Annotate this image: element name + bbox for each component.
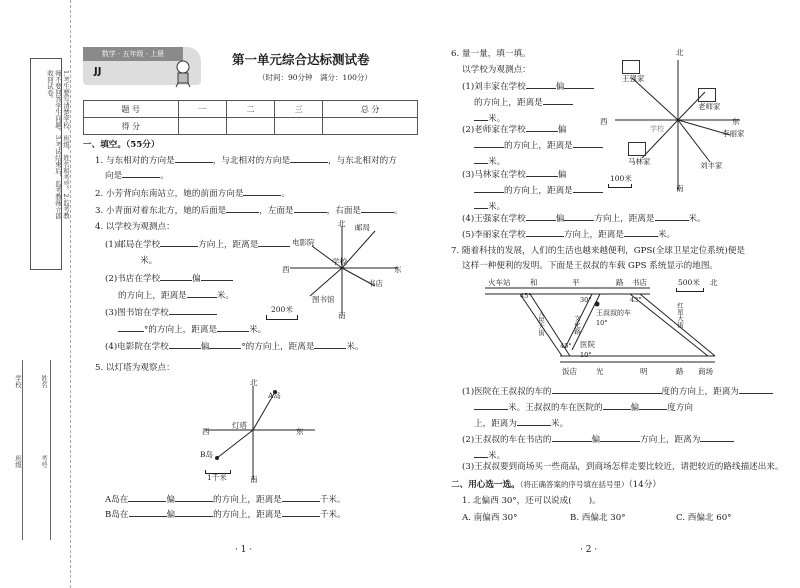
score-header: 一 [178, 101, 226, 118]
question-7-2-cont: 米。 [474, 448, 505, 461]
house-icon [698, 88, 716, 102]
choice-option-c[interactable]: C. 西偏北 60° [676, 513, 732, 523]
choice-option-b[interactable]: B. 西偏北 30° [570, 513, 626, 523]
field-line [22, 360, 23, 540]
question-4-4: (4)电影院在学校 偏 °的方向上，距离是 米。 [105, 339, 364, 352]
map4-mall: 商场 [698, 367, 713, 376]
answer-blank[interactable] [209, 339, 241, 349]
question-6-sub: 以学校为观测点： [462, 65, 531, 75]
question-6-3-cont: 的方向上，距离是 [474, 183, 603, 196]
map1-scale: 200米 [271, 305, 293, 314]
page-subtitle: （时间：90分钟 满分：100分） [258, 73, 372, 82]
answer-blank[interactable] [564, 211, 594, 221]
answer-blank[interactable] [160, 237, 198, 247]
answer-blank[interactable] [700, 432, 734, 442]
answer-blank[interactable] [282, 507, 320, 517]
question-4-3-cont: °的方向上，距离是 米。 [118, 322, 266, 335]
answer-blank[interactable] [474, 138, 504, 148]
question-1: 1. 与东相对的方向是 ，与北相对的方向是 ，与东北相对的方 [95, 153, 397, 166]
answer-blank[interactable] [655, 211, 689, 221]
map3-north: 北 [676, 48, 684, 57]
badge-code: JJ [94, 66, 102, 77]
question-6-1: (1)刘丰家在学校 偏 [462, 79, 594, 92]
map3-ma: 马林家 [628, 157, 651, 166]
map3-west: 西 [600, 117, 608, 126]
map3-wang: 王强家 [622, 74, 645, 83]
answer-blank[interactable] [526, 79, 556, 89]
map4-bookstore: 书店 [632, 278, 647, 287]
question-4-1: (1)邮局在学校 方向上，距离是 [105, 237, 290, 250]
answer-blank[interactable] [526, 211, 556, 221]
answer-blank[interactable] [122, 168, 160, 178]
map1-post: 邮局 [355, 223, 370, 232]
answer-blank[interactable] [603, 400, 631, 410]
choice-option-a[interactable]: A. 南偏西 30° [462, 513, 518, 523]
map4-road-left: 人民大街 [537, 310, 545, 336]
answer-blank[interactable] [226, 203, 259, 213]
question-6-4: (4)王强家在学校 偏 方向上，距离是 米。 [462, 211, 706, 224]
question-7-intro-1: 7. 随着科技的发展，人们的生活也越来越便利，GPS(全球卫星定位系统)便是 [451, 246, 745, 256]
notes-box [30, 58, 62, 270]
map4-scale-bar [676, 288, 704, 292]
score-header: 题 号 [84, 101, 179, 118]
question-4-1-cont: 米。 [140, 256, 158, 266]
answer-blank[interactable] [526, 167, 558, 177]
question-7-1-cont2: 上，距离为 米。 [474, 416, 568, 429]
question-4-title: 4. 以学校为观测点： [95, 222, 175, 232]
map4-road-right: 红星大街 [676, 302, 684, 328]
question-3: 3. 小青面对着东北方，她的后面是 ，左面是 ，右面是 。 [95, 203, 403, 216]
map1-east: 东 [394, 265, 402, 274]
map3-school: 学校 [650, 125, 664, 133]
field-class-label: 班级 [14, 455, 22, 468]
map3-teacher: 老师家 [698, 102, 721, 111]
map4-car: 王叔叔的车 [596, 309, 631, 317]
answer-blank[interactable] [624, 227, 658, 237]
exam-notes: 1.考生要写清楚学校、班级、姓名和考号。2.监考教师不要回答学生问题。3.考试结束后，监考教师立即收回试卷。 [46, 70, 70, 220]
question-5-b: B岛在 偏 的方向上，距离是 千米。 [105, 507, 346, 520]
map4-angle-45a: 45° [520, 292, 532, 300]
map2-scale: 1千米 [207, 473, 227, 482]
answer-blank[interactable] [282, 492, 320, 502]
answer-blank[interactable] [552, 432, 592, 442]
map4-angle-45b: 45° [560, 342, 572, 350]
map1-scale-bar [266, 315, 298, 320]
answer-blank[interactable] [175, 153, 213, 163]
score-header: 总 分 [323, 101, 418, 118]
map4-lu2: 路 [676, 367, 684, 376]
section-fill-heading: 一、填空。（55分） [83, 140, 160, 150]
map4-ming: 明 [640, 367, 648, 376]
map3-east: 东 [732, 117, 740, 126]
field-id-label: 考号 [40, 455, 48, 468]
answer-blank[interactable] [564, 79, 594, 89]
answer-blank[interactable] [739, 384, 773, 394]
map2-south: 南 [250, 475, 258, 484]
answer-blank[interactable] [573, 138, 603, 148]
map2-island-a: A岛 [268, 391, 281, 400]
map3-south: 南 [676, 184, 684, 193]
question-6-2-cont: 的方向上，距离是 [474, 138, 603, 151]
answer-blank[interactable] [552, 384, 662, 394]
question-6-1-cont2: 米。 [474, 111, 505, 124]
score-cell[interactable] [178, 118, 226, 135]
answer-blank[interactable] [361, 203, 394, 213]
question-6-1-cont: 的方向上，距离是 [474, 95, 573, 108]
score-table [83, 100, 418, 135]
grade-badge-text: 数学 · 五年级 · 上册 [83, 47, 183, 61]
answer-blank[interactable] [243, 186, 281, 196]
map1-bookstore: 书店 [368, 279, 383, 288]
map1-south: 南 [338, 311, 346, 320]
map2-scale-bar [205, 470, 231, 474]
answer-blank[interactable] [573, 183, 603, 193]
answer-blank[interactable] [294, 203, 327, 213]
answer-blank[interactable] [187, 288, 217, 298]
answer-blank[interactable] [600, 432, 640, 442]
answer-blank[interactable] [474, 183, 504, 193]
map3-li: 李丽家 [722, 129, 745, 138]
map4-he: 和 [530, 278, 538, 287]
page-number-2: · 2 · [580, 545, 598, 555]
answer-blank[interactable] [526, 227, 564, 237]
answer-blank[interactable] [474, 154, 488, 164]
question-6-2: (2)老师家在学校 偏 [462, 122, 566, 135]
answer-blank[interactable] [201, 271, 233, 281]
answer-blank[interactable] [474, 199, 488, 209]
question-2: 2. 小芳背向东南站立，她的前面方向是 。 [95, 186, 290, 199]
section-choose-heading: 二、用心选一选。（将正确答案的序号填在括号里）（14分） [451, 480, 661, 490]
map4-road-mid: 文化路 [573, 315, 581, 335]
page-number-1: · 1 · [235, 545, 253, 555]
question-4-2-cont: 的方向上，距离是 米。 [118, 288, 234, 301]
score-cell[interactable] [275, 118, 323, 135]
answer-blank[interactable] [169, 339, 201, 349]
map4-north: 北 [710, 278, 718, 287]
question-7-1-cont: 米。王叔叔的车在医院的 偏 度方向 [474, 400, 693, 413]
answer-blank[interactable] [474, 111, 488, 121]
question-7-3: (3)王叔叔要到商场买一些商品，到商场怎样走要比较近，请把较近的路线描述出来。 [462, 462, 784, 472]
map4-hospital: 医院 [580, 340, 595, 349]
gps-map [480, 278, 740, 376]
map2-lighthouse: 灯塔 [232, 421, 247, 430]
answer-blank[interactable] [118, 322, 144, 332]
answer-blank[interactable] [517, 416, 551, 426]
field-name-label: 姓名 [40, 375, 48, 388]
field-line [50, 360, 51, 540]
question-7-intro-2: 这样一种便利的发明。下面是王叔叔的车载 GPS 系统显示的地图。 [462, 261, 719, 271]
question-6-2-cont2: 米。 [474, 154, 505, 167]
question-5-a: A岛在 偏 的方向上，距离是 千米。 [105, 492, 346, 505]
map2-east: 东 [296, 427, 304, 436]
map4-ping: 平 [572, 278, 580, 287]
answer-blank[interactable] [314, 339, 346, 349]
answer-blank[interactable] [160, 271, 192, 281]
map4-guang: 光 [596, 367, 604, 376]
question-6-3-cont2: 米。 [474, 199, 505, 212]
answer-blank[interactable] [217, 322, 249, 332]
map1-west: 西 [282, 265, 290, 274]
map4-angle-30: 30° [580, 296, 592, 304]
map4-restaurant: 饭店 [562, 367, 577, 376]
map4-scale: 500米 [678, 278, 700, 287]
map2-island-b: B岛 [200, 450, 214, 459]
score-header: 二 [226, 101, 274, 118]
map1-north: 北 [338, 219, 346, 228]
question-6-title: 6. 量一量，填一填。 [451, 49, 531, 59]
score-cell[interactable] [323, 118, 418, 135]
answer-blank[interactable] [128, 492, 166, 502]
answer-blank[interactable] [290, 153, 328, 163]
house-icon [628, 142, 646, 156]
map2-west: 西 [202, 427, 210, 436]
map2-north: 北 [250, 378, 258, 387]
field-school-label: 学校 [14, 375, 22, 388]
score-row-label: 得 分 [84, 118, 179, 135]
question-7-2: (2)王叔叔的车在书店的 偏 方向上，距离为 [462, 432, 734, 445]
answer-blank[interactable] [526, 122, 558, 132]
question-4-3: (3)图书馆在学校 [105, 305, 217, 318]
question-4-2: (2)书店在学校 偏 [105, 271, 233, 284]
question-6-5: (5)李丽家在学校 方向上，距离是 米。 [462, 227, 675, 240]
map4-angle-10b: 10° [580, 351, 592, 359]
choice-question-1: 1. 北偏西 30°，还可以说成( )。 [462, 496, 601, 506]
map3-liu: 刘丰家 [700, 161, 723, 170]
student-cartoon-icon [168, 58, 198, 88]
question-7-1: (1)医院在王叔叔的车的 度的方向上，距离为 [462, 384, 773, 397]
map1-cinema: 电影院 [292, 238, 315, 247]
question-5-title: 5. 以灯塔为观察点： [95, 363, 175, 373]
page-title: 第一单元综合达标测试卷 [232, 52, 370, 67]
map1-school: 学校 [332, 257, 347, 266]
answer-blank[interactable] [175, 507, 213, 517]
house-icon [622, 60, 640, 74]
map4-lu: 路 [616, 278, 624, 287]
question-1-cont: 向是 。 [105, 168, 169, 181]
map3-scale: 100米 [610, 174, 632, 183]
question-6-3: (3)马林家在学校 偏 [462, 167, 566, 180]
answer-blank[interactable] [543, 95, 573, 105]
answer-blank[interactable] [474, 400, 508, 410]
score-header: 三 [275, 101, 323, 118]
answer-blank[interactable] [169, 305, 217, 315]
answer-blank[interactable] [474, 448, 488, 458]
map4-angle-43: 43° [630, 296, 642, 304]
answer-blank[interactable] [175, 492, 213, 502]
score-cell[interactable] [226, 118, 274, 135]
map3-scale-bar [608, 184, 632, 188]
answer-blank[interactable] [639, 400, 667, 410]
map4-station: 火车站 [488, 278, 511, 287]
map1-library: 图书馆 [312, 295, 335, 304]
answer-blank[interactable] [129, 507, 167, 517]
map4-angle-10a: 10° [596, 319, 608, 327]
